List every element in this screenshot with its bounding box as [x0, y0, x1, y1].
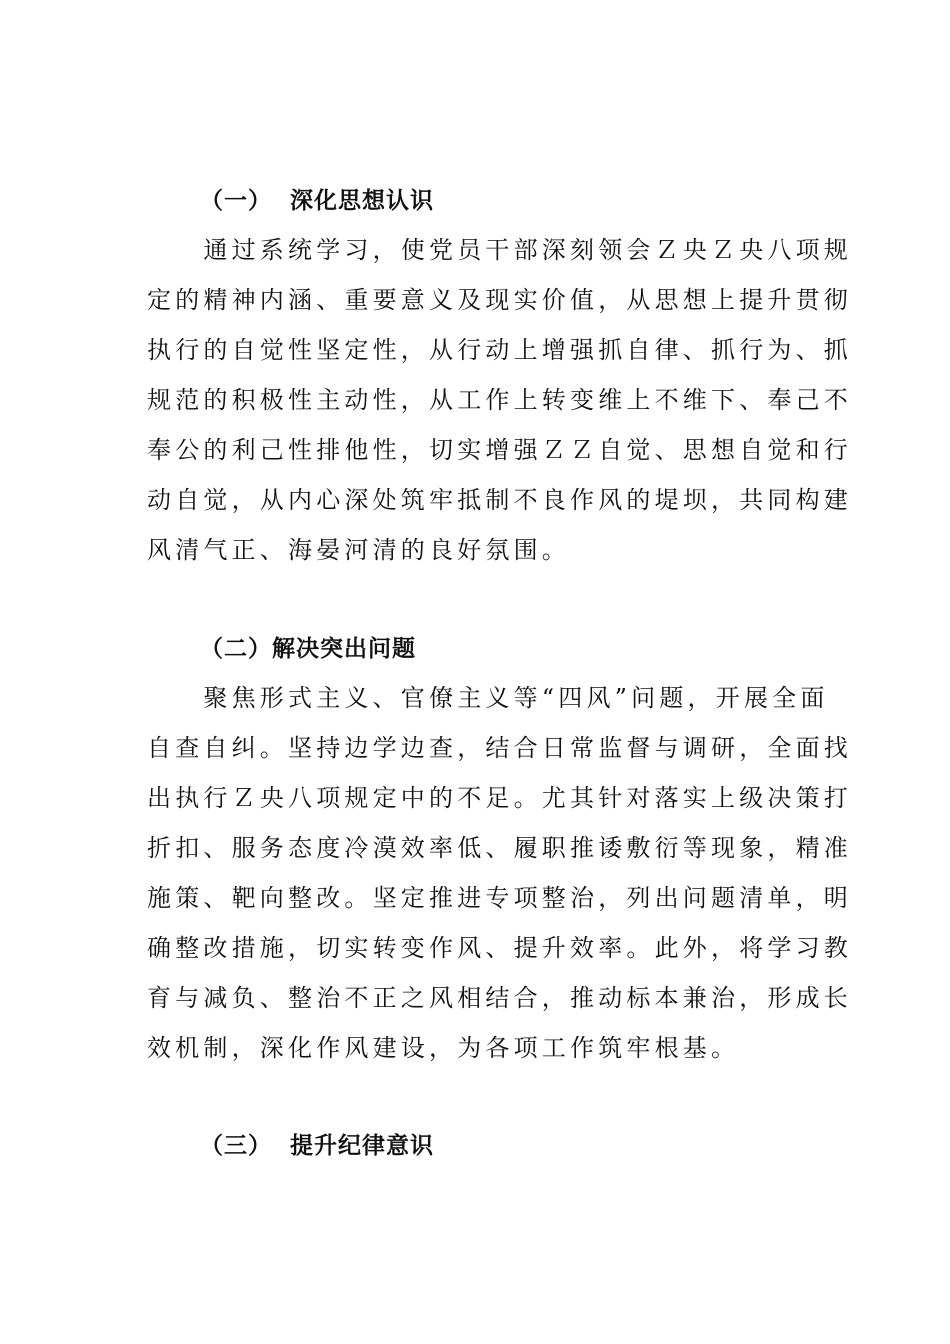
paragraph-line: 出执行Ｚ央八项规定中的不足。尤其针对落实上级决策打: [147, 784, 852, 812]
paragraph-line: 奉公的利己性排他性，切实增强ＺＺ自觉、思想自觉和行: [147, 436, 852, 464]
section-number: （二）: [200, 635, 272, 662]
paragraph-line: 动自觉，从内心深处筑牢抵制不良作风的堤坝，共同构建: [147, 486, 852, 514]
paragraph-line: 自查自纠。坚持边学边查，结合日常监督与调研，全面找: [147, 734, 852, 762]
section-paragraph-1: [147, 225, 852, 575]
section-number: （一）: [200, 187, 272, 214]
section-heading-3: [200, 1131, 434, 1161]
section-title: 深化思想认识: [290, 187, 434, 214]
section-title: 提升纪律意识: [290, 1132, 434, 1159]
paragraph-line: 定的精神内涵、重要意义及现实价值，从思想上提升贯彻: [147, 286, 852, 314]
section-heading-2: [200, 634, 416, 664]
paragraph-line: 折扣、服务态度冷漠效率低、履职推诿敷衍等现象，精准: [147, 834, 852, 862]
paragraph-line: 执行的自觉性坚定性，从行动上增强抓自律、抓行为、抓: [147, 336, 852, 364]
paragraph-line: 通过系统学习，使党员干部深刻领会Ｚ央Ｚ央八项规: [147, 236, 852, 264]
paragraph-line: 聚焦形式主义、官僚主义等“四风”问题，开展全面: [147, 684, 829, 712]
section-paragraph-2: [147, 673, 852, 1073]
section-number: （三）: [200, 1132, 272, 1159]
section-title: 解决突出问题: [272, 635, 416, 662]
paragraph-line: 规范的积极性主动性，从工作上转变维上不维下、奉己不: [147, 386, 852, 414]
paragraph-line: 风清气正、海晏河清的良好氛围。: [147, 536, 570, 564]
paragraph-line: 施策、靶向整改。坚定推进专项整治，列出问题清单，明: [147, 884, 852, 912]
section-heading-1: [200, 186, 434, 216]
paragraph-line: 效机制，深化作风建设，为各项工作筑牢根基。: [147, 1034, 740, 1062]
paragraph-line: 确整改措施，切实转变作风、提升效率。此外，将学习教: [147, 934, 852, 962]
paragraph-line: 育与减负、整治不正之风相结合，推动标本兼治，形成长: [147, 984, 852, 1012]
